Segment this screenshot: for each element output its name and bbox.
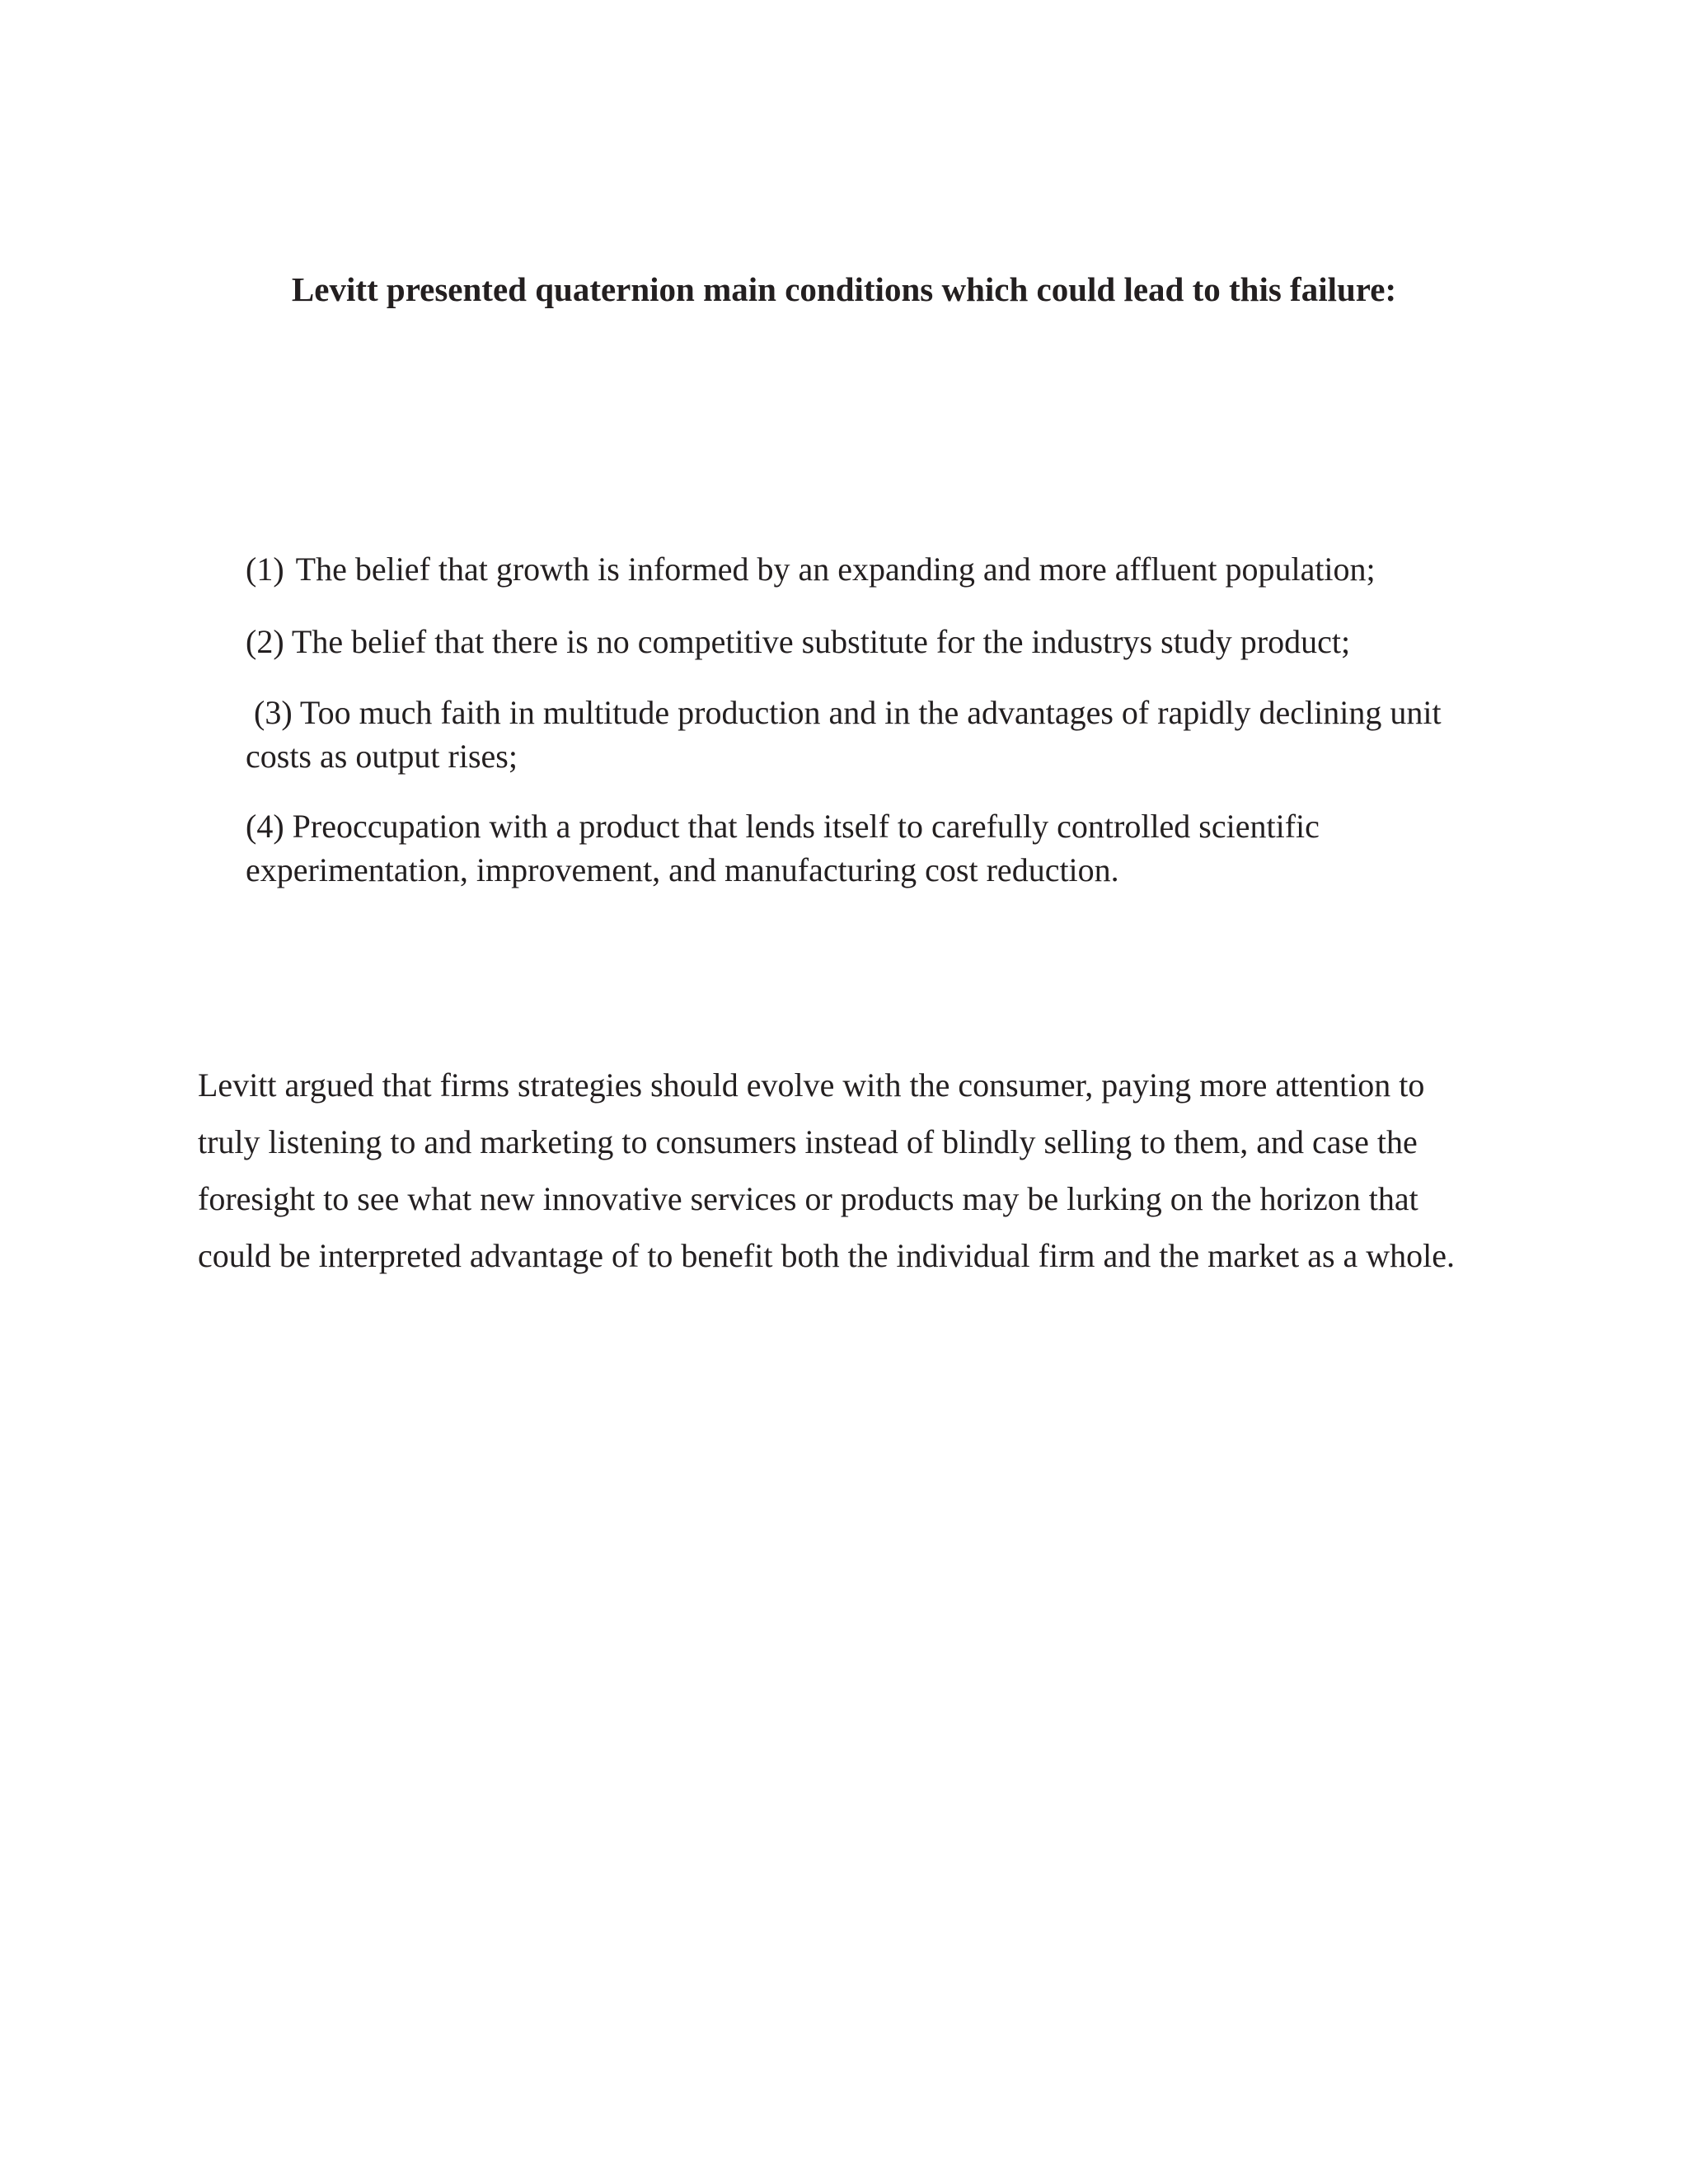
condition-text-continuation: costs as output rises; xyxy=(246,738,518,775)
condition-item-3 xyxy=(246,691,1465,778)
condition-item-4 xyxy=(246,804,1465,892)
paragraph-line: foresight to see what new innovative services or products may be lurking on the horizon that xyxy=(198,1180,1418,1217)
condition-number: (1) xyxy=(246,551,284,588)
paragraph-line: Levitt argued that firms strategies should evolve with the consumer, paying more attention to xyxy=(198,1066,1425,1104)
paragraph-line: could be interpreted advantage of to benefit both the individual firm and the market as a whole. xyxy=(198,1237,1456,1274)
condition-text-continuation: experimentation, improvement, and manufacturing cost reduction. xyxy=(246,851,1119,888)
condition-number: (4) xyxy=(246,808,284,845)
page-heading: Levitt presented quaternion main conditions which could lead to this failure: xyxy=(291,270,1397,308)
condition-text: The belief that there is no competitive substitute for the industrys study product; xyxy=(291,623,1351,660)
condition-number: (2) xyxy=(246,623,284,660)
condition-text: Preoccupation with a product that lends itself to carefully controlled scientific xyxy=(292,808,1320,845)
paragraph-line: truly listening to and marketing to consumers instead of blindly selling to them, and case the xyxy=(198,1123,1418,1160)
body-paragraph xyxy=(198,1057,1517,1284)
condition-text: Too much faith in multitude production and in the advantages of rapidly declining unit xyxy=(299,694,1442,731)
condition-item-1 xyxy=(246,547,1465,591)
condition-text: The belief that growth is informed by an expanding and more affluent population; xyxy=(295,551,1376,588)
condition-item-2 xyxy=(246,620,1465,663)
condition-number: (3) xyxy=(254,694,293,731)
